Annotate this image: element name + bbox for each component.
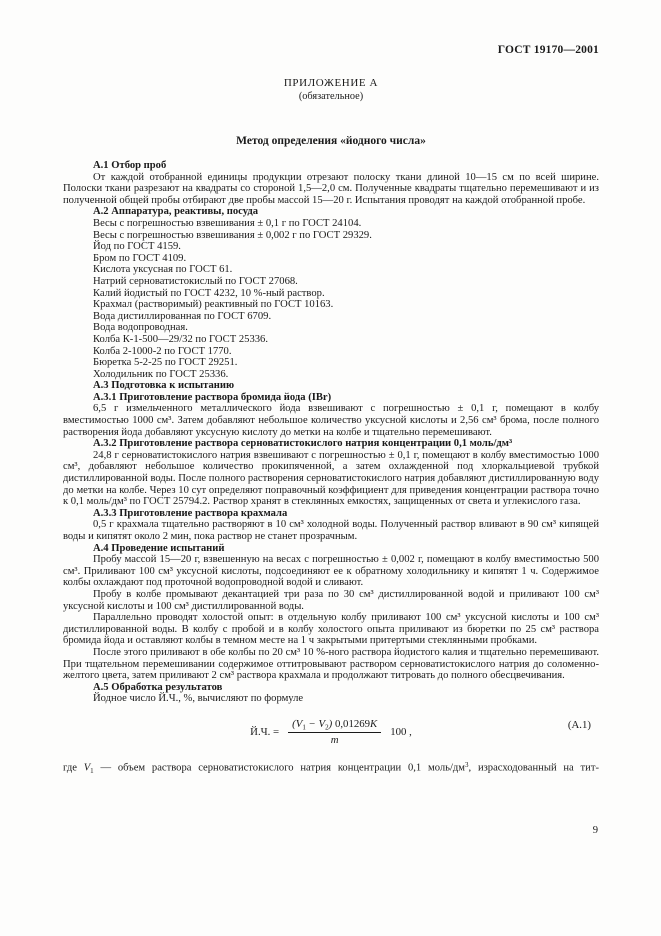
where-clause — [63, 761, 599, 775]
formula-paren-close: ) — [328, 717, 333, 730]
where-lead: где — [63, 762, 84, 774]
paragraph-a3-2: 24,8 г серноватистокислого натрия взвешивают с погрешностью ± 0,1 г, помещают в колбу вместимостью 1000 см³, добавляют небольшое количество прокипяченной, а затем охлажденной под хлоркальциевой трубкой дистиллированной воды. После полного растворения серноватистокислого натрия добавляют дистиллированную воду до метки на колбе. Через 10 сут определяют поправочный коэффициент для приведения концентрации раствора точно к 0,1 моль/дм³ по ГОСТ 25794.2. Раствор хранят в стеклянных емкостях, защищенных от света и углекислого газа. — [63, 449, 599, 508]
formula-constant: 0,01269 — [332, 717, 371, 730]
reagent-line: Холодильник по ГОСТ 25336. — [93, 368, 229, 380]
formula-fraction — [288, 718, 381, 747]
reagent-line: Вода водопроводная. — [93, 322, 188, 334]
reagent-line: Колба 2-1000-2 по ГОСТ 1770. — [93, 345, 232, 357]
heading-a1: А.1 Отбор проб — [93, 160, 167, 171]
heading-a3-1: А.3.1 Приготовление раствора бромида йода (IBr) — [93, 391, 332, 403]
paragraph-a4-1: Пробу массой 15—20 г, взвешенную на весах с погрешностью ± 0,002 г, помещают в колбу вместимостью 500 см³. Приливают 100 см³ уксусной кислоты, подсоединяют ее к обратному холодильнику и кипятят 1 ч. Содержимое колбы охлаждают под проточной водопроводной водой и сливают. — [63, 554, 599, 589]
paragraph-a5: Йодное число Й.Ч., %, вычисляют по формуле — [93, 693, 304, 705]
where-variable: V — [83, 762, 91, 774]
standard-number: ГОСТ 19170—2001 — [497, 44, 599, 56]
reagent-line: Весы с погрешностью взвешивания ± 0,002 г по ГОСТ 29329. — [93, 229, 372, 241]
formula-denominator: m — [330, 734, 339, 747]
reagent-line: Крахмал (растворимый) реактивный по ГОСТ 10163. — [93, 299, 334, 311]
formula-v2: − V — [305, 717, 326, 730]
page-number: 9 — [592, 825, 598, 836]
formula-numerator — [288, 718, 381, 734]
paragraph-a4-4: После этого приливают в обе колбы по 20 см³ 10 %-ного раствора йодистого калия и тщательно перемешивают. При тщательном перемешивании содержимое оттитровывают раствором серноватистокислого натрия до соломенно-желтого цвета, затем приливают 2 см³ раствора крахмала и продолжают титровать до полного обесцвечивания. — [63, 646, 599, 682]
reagent-line: Колба К-1-500—29/32 по ГОСТ 25336. — [93, 333, 268, 345]
where-text: — объем раствора серноватистокислого натрия концентрации 0,1 моль/дм — [93, 762, 466, 774]
document-body — [63, 160, 599, 705]
paragraph-a4-3: Параллельно проводят холостой опыт: в отдельную колбу приливают 100 см³ уксусной кислоты и 100 см³ дистиллированной воды. В колбу с пробой и в колбу холостого опыта приливают из бюретки по 25 см³ раствора бромида йода и оставляют колбы в темном месте на 1 ч закрытыми притертыми стеклянными пробками. — [63, 612, 599, 647]
heading-a4: А.4 Проведение испытаний — [93, 542, 225, 554]
reagent-line: Весы с погрешностью взвешивания ± 0,1 г по ГОСТ 24104. — [93, 217, 362, 229]
reagent-line: Йод по ГОСТ 4159. — [93, 241, 181, 253]
heading-a5: А.5 Обработка результатов — [93, 681, 223, 693]
formula-label: (А.1) — [567, 718, 591, 731]
formula-v1: (V — [292, 717, 303, 730]
heading-a3-3: А.3.3 Приготовление раствора крахмала — [93, 507, 288, 519]
formula-v1-subscript: 1 — [302, 723, 306, 732]
formula-v2-subscript: 2 — [325, 723, 329, 732]
appendix-heading: ПРИЛОЖЕНИЕ А — [283, 77, 379, 89]
method-title: Метод определения «йодного числа» — [236, 135, 426, 147]
reagent-line: Кислота уксусная по ГОСТ 61. — [93, 264, 233, 276]
paragraph-a4-2: Пробу в колбе промывают декантацией три раза по 30 см³ дистиллированной водой и приливают 100 см³ уксусной кислоты и 100 см³ дистиллированной воды. — [63, 588, 599, 612]
appendix-note: (обязательное) — [298, 91, 364, 102]
reagent-line: Вода дистиллированная по ГОСТ 6709. — [93, 310, 272, 322]
reagent-line: Натрий серноватистокислый по ГОСТ 27068. — [93, 275, 298, 287]
where-text-end: , израсходованный на тит- — [468, 762, 599, 774]
paragraph-a3-1: 6,5 г измельченного металлического йода взвешивают с погрешностью ± 0,1 г, помещают в колбу вместимостью 1000 см³. Затем добавляют небольшое количество уксусной кислоты и 2,56 см³ брома, после полного растворения йода добавляют уксусную кислоту до метки на колбе и тщательно перемешивают. — [63, 403, 599, 438]
reagent-line: Бюретка 5-2-25 по ГОСТ 29251. — [93, 357, 238, 369]
heading-a3-2: А.3.2 Приготовление раствора серноватистокислого натрия концентрации 0,1 моль/дм³ — [93, 438, 513, 450]
paragraph-a1: От каждой отобранной единицы продукции отрезают полоску ткани длиной 10—15 см по всей ширине. Полоски ткани разрезают на квадраты со стороной 1,5—2,0 см. Полученные квадраты тщательно перемешивают и из полученной общей пробы отбирают две пробы массой 15—20 г. Испытания проводят на каждой отобранной пробе. — [63, 171, 599, 206]
paragraph-a3-3: 0,5 г крахмала тщательно растворяют в 10 см³ холодной воды. Полученный раствор вливают в 90 см³ кипящей воды и кипятят около 2 мин, пока раствор не станет прозрачным. — [63, 519, 599, 542]
reagent-line: Бром по ГОСТ 4109. — [93, 252, 187, 264]
formula-multiplier: 100 , — [390, 725, 412, 738]
formula-coefficient-k: K — [370, 717, 378, 730]
heading-a2: А.2 Аппаратура, реактивы, посуда — [93, 206, 258, 218]
formula-lhs: Й.Ч. = — [250, 725, 280, 738]
where-superscript: 3 — [465, 760, 469, 769]
where-variable-subscript: 1 — [90, 766, 94, 775]
formula-a1 — [63, 716, 599, 748]
heading-a3: А.3 Подготовка к испытанию — [93, 380, 235, 392]
reagent-line: Калий йодистый по ГОСТ 4232, 10 %-ный раствор. — [93, 287, 325, 299]
